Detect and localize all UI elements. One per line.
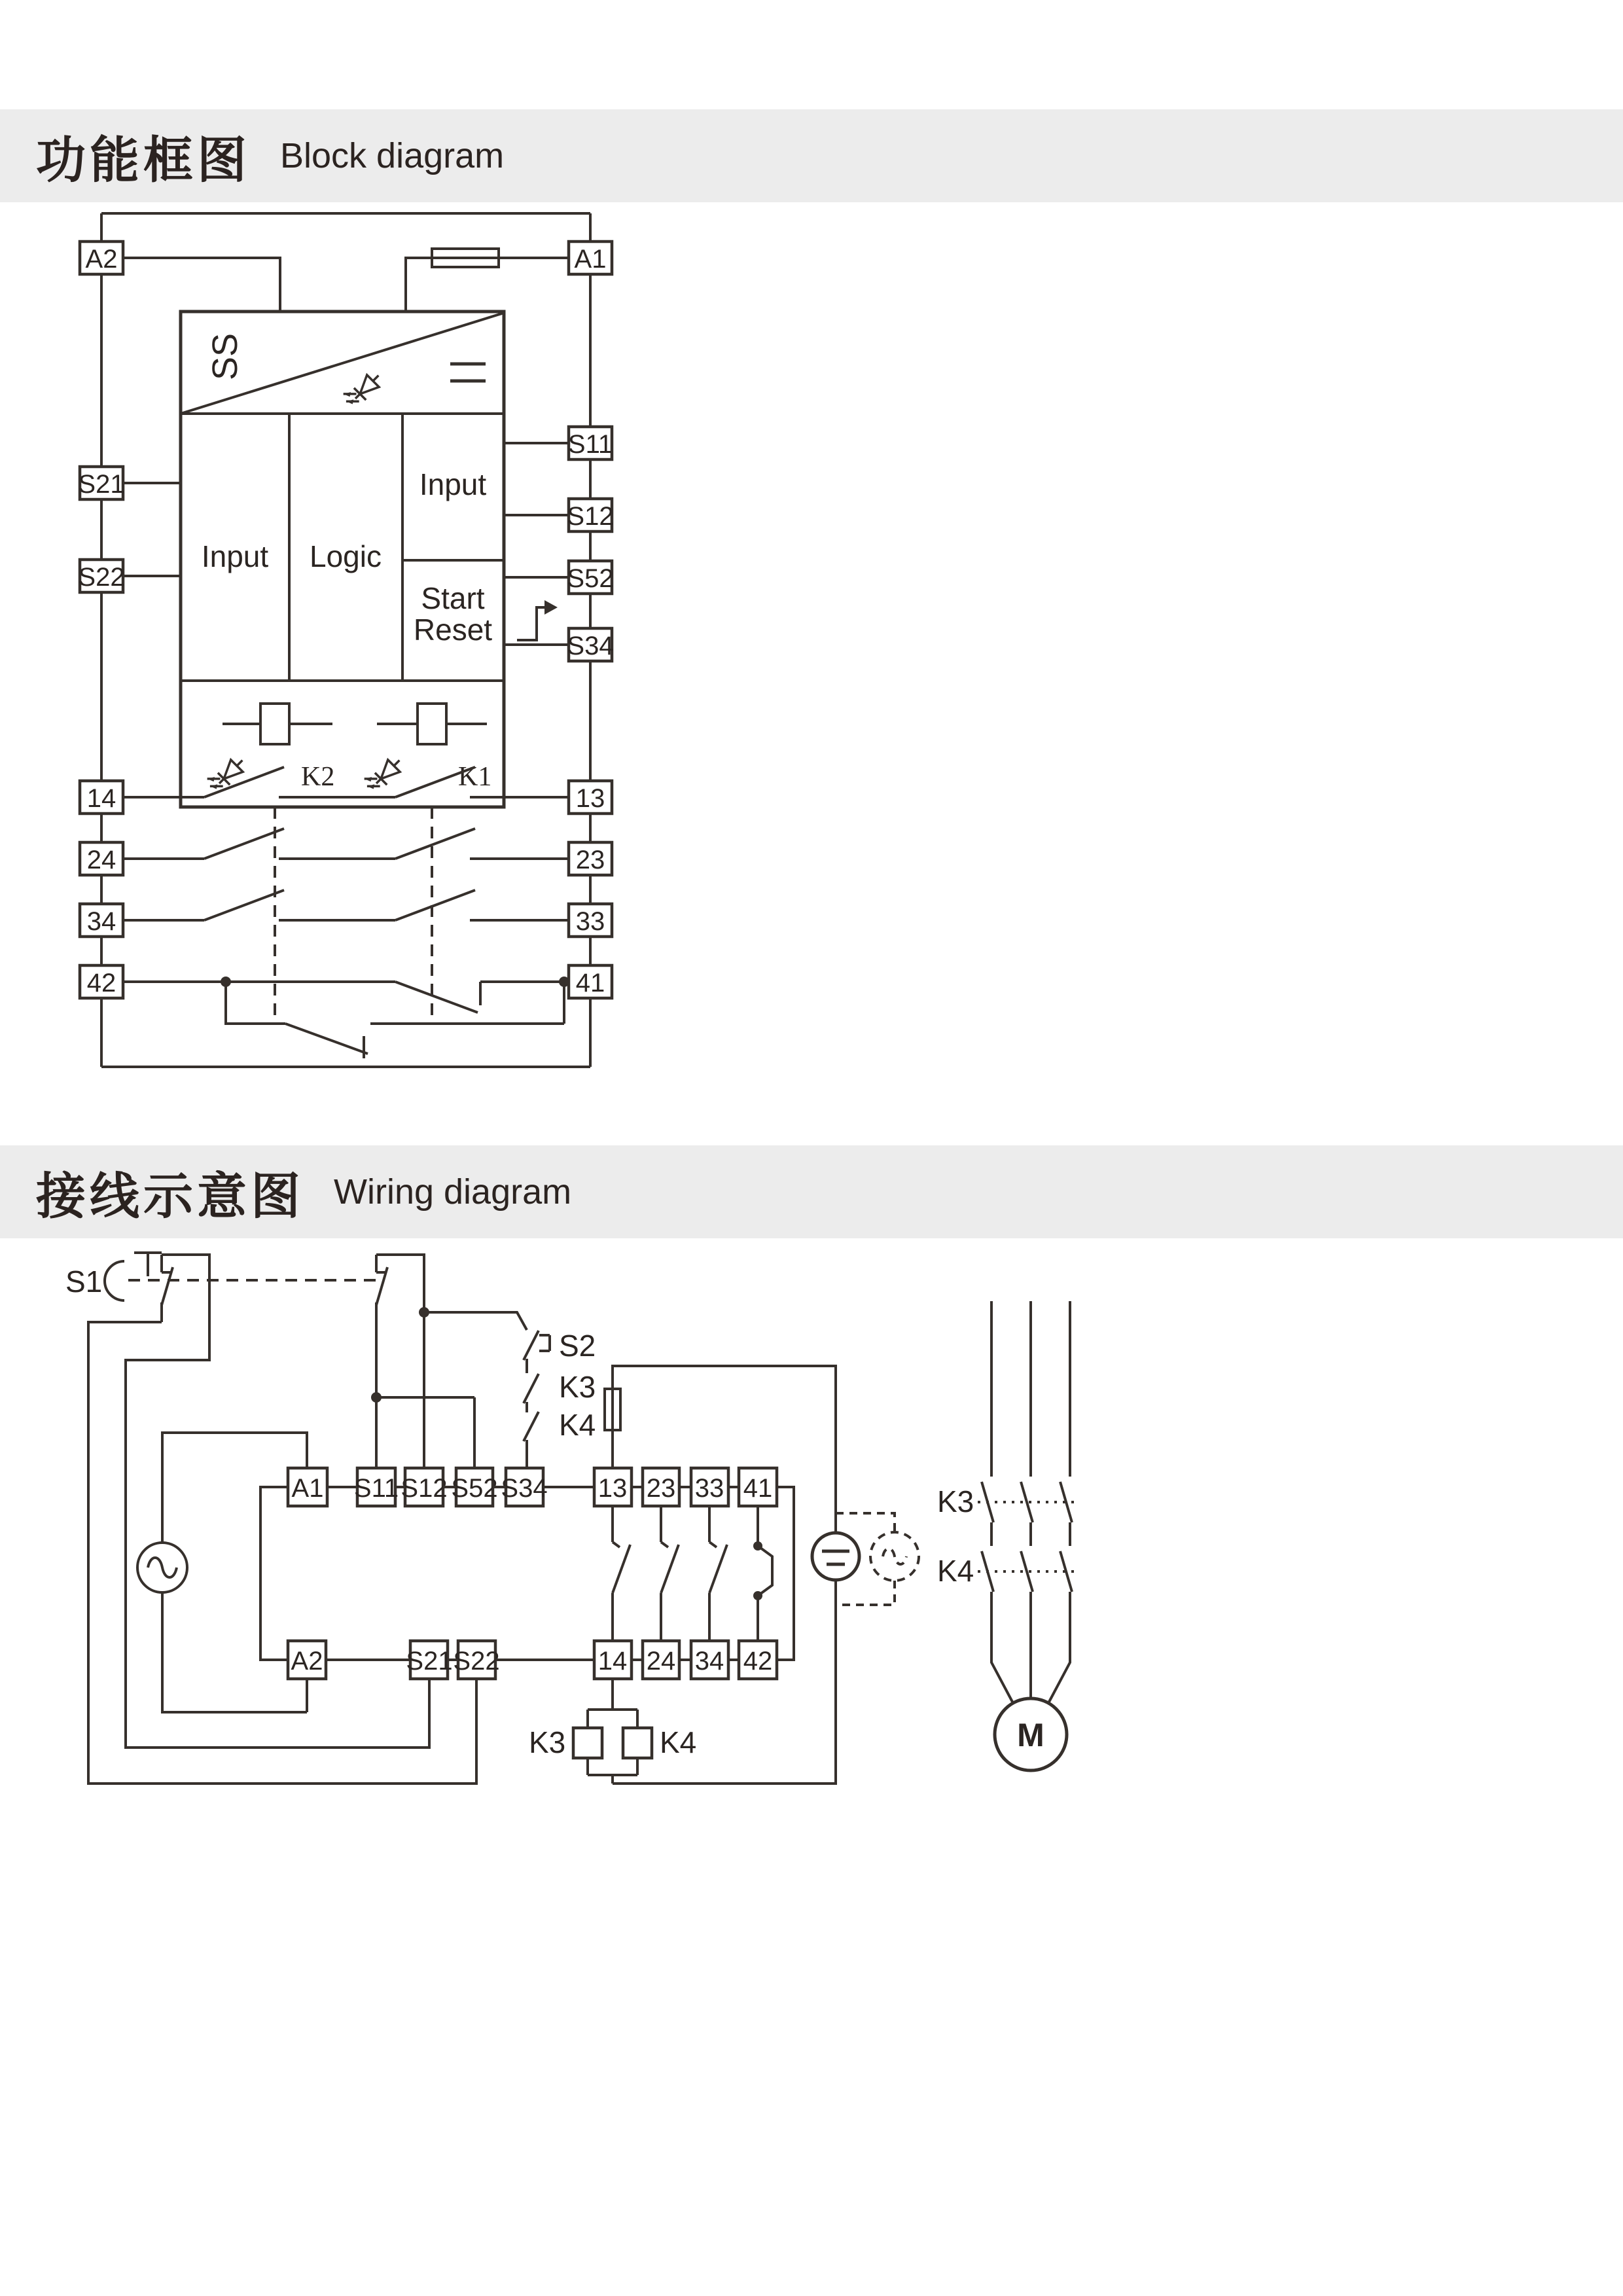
rising-edge-icon bbox=[517, 600, 558, 640]
k3-contactor-poles bbox=[937, 1482, 1077, 1522]
svg-text:S22: S22 bbox=[78, 563, 125, 592]
svg-text:13: 13 bbox=[597, 1474, 628, 1503]
ss-module-label: SS bbox=[205, 332, 245, 381]
k3-coil-icon bbox=[573, 1728, 602, 1758]
svg-text:34: 34 bbox=[694, 1647, 724, 1676]
wd-terminal-14 bbox=[594, 1641, 632, 1679]
svg-text:34: 34 bbox=[86, 907, 116, 936]
svg-text:S12: S12 bbox=[567, 502, 614, 531]
input-left-label: Input bbox=[201, 539, 269, 573]
bd-terminal-23 bbox=[569, 842, 612, 875]
bd-terminal-34 bbox=[80, 904, 123, 937]
svg-text:33: 33 bbox=[575, 907, 605, 936]
bd-terminal-14 bbox=[80, 781, 123, 814]
wd-terminal-42 bbox=[739, 1641, 777, 1679]
mushroom-actuator-icon bbox=[105, 1261, 124, 1300]
dc-source-icon bbox=[812, 1533, 859, 1580]
k4-contactor-label: K4 bbox=[937, 1554, 974, 1588]
relay-k2 bbox=[205, 704, 334, 795]
wd-terminal-S52 bbox=[451, 1468, 497, 1506]
bd-terminal-S34 bbox=[567, 628, 613, 661]
svg-text:S12: S12 bbox=[401, 1474, 448, 1503]
start-chain bbox=[424, 1312, 596, 1468]
bd-terminal-S21 bbox=[78, 467, 124, 499]
output-contact-23-24 bbox=[661, 1506, 679, 1641]
svg-text:42: 42 bbox=[743, 1647, 773, 1676]
s1-pole-left bbox=[162, 1255, 173, 1322]
wd-terminal-33 bbox=[691, 1468, 728, 1506]
contactor-section bbox=[937, 1301, 1077, 1770]
wiring-diagram-title-en: Wiring diagram bbox=[334, 1172, 572, 1211]
k4-chain-label: K4 bbox=[559, 1408, 596, 1442]
k3-chain-label: K3 bbox=[559, 1370, 596, 1404]
bd-terminal-13 bbox=[569, 781, 612, 814]
start-label: Start bbox=[421, 581, 485, 615]
motor-label: M bbox=[1017, 1717, 1044, 1753]
svg-text:S21: S21 bbox=[406, 1647, 453, 1676]
svg-text:S34: S34 bbox=[501, 1474, 548, 1503]
contact-row-34-33 bbox=[123, 890, 569, 920]
contact-row-42-41 bbox=[123, 977, 569, 1058]
reset-label: Reset bbox=[413, 613, 493, 647]
bd-terminal-A1 bbox=[569, 242, 612, 274]
wd-terminal-41 bbox=[739, 1468, 777, 1506]
bd-terminal-S12 bbox=[567, 499, 613, 531]
bd-terminal-33 bbox=[569, 904, 612, 937]
fuse-wire bbox=[613, 1366, 836, 1533]
wd-terminal-S11 bbox=[354, 1468, 399, 1506]
outer-frame-top bbox=[101, 213, 590, 242]
bd-terminal-42 bbox=[80, 965, 123, 998]
svg-text:S21: S21 bbox=[78, 470, 125, 499]
s2-label: S2 bbox=[559, 1329, 596, 1363]
suppressor-icon bbox=[753, 1506, 772, 1641]
svg-text:24: 24 bbox=[646, 1647, 676, 1676]
bd-terminal-S11 bbox=[568, 427, 613, 459]
input-right-label: Input bbox=[419, 467, 487, 501]
svg-text:S11: S11 bbox=[353, 1474, 399, 1503]
bd-terminal-A2 bbox=[80, 242, 123, 274]
k3-k4-coils bbox=[529, 1679, 696, 1784]
output-contact-33-34 bbox=[709, 1506, 727, 1641]
svg-text:A1: A1 bbox=[574, 245, 607, 274]
k4-coil-icon bbox=[623, 1728, 652, 1758]
bd-terminal-S52 bbox=[567, 561, 613, 594]
phase-lines-top bbox=[991, 1301, 1070, 1477]
ac-source-alt bbox=[836, 1513, 919, 1605]
k2-coil-icon bbox=[260, 704, 289, 744]
k4-contactor-poles bbox=[937, 1551, 1077, 1592]
s1-emergency-stop bbox=[65, 1253, 387, 1397]
wd-terminal-13 bbox=[594, 1468, 632, 1506]
svg-text:A2: A2 bbox=[85, 245, 118, 274]
wd-terminal-S34 bbox=[501, 1468, 547, 1506]
wiring-diagram bbox=[65, 1253, 1077, 1784]
motor bbox=[995, 1698, 1067, 1770]
k4-coil-label: K4 bbox=[660, 1725, 697, 1759]
block-diagram-title-zh: 功能框图 bbox=[36, 132, 251, 188]
output-contact-13-14 bbox=[613, 1506, 630, 1641]
wd-terminal-S21 bbox=[406, 1641, 452, 1679]
svg-text:14: 14 bbox=[86, 784, 116, 813]
supply-bottom-wire bbox=[162, 1592, 307, 1712]
logic-label: Logic bbox=[310, 539, 382, 573]
svg-text:S52: S52 bbox=[567, 564, 614, 593]
wiring-diagram-title-zh: 接线示意图 bbox=[36, 1168, 304, 1225]
svg-text:41: 41 bbox=[743, 1474, 773, 1503]
wd-terminal-S12 bbox=[401, 1468, 447, 1506]
wd-terminal-A2 bbox=[288, 1641, 326, 1679]
k1-coil-icon bbox=[418, 704, 446, 744]
contact-row-24-23 bbox=[123, 829, 569, 859]
svg-text:A1: A1 bbox=[291, 1474, 324, 1503]
svg-text:23: 23 bbox=[575, 846, 605, 874]
k2-label: K2 bbox=[301, 762, 335, 792]
svg-text:14: 14 bbox=[597, 1647, 628, 1676]
s1-pole-right bbox=[376, 1255, 387, 1397]
k1-label: K1 bbox=[458, 762, 492, 792]
svg-text:13: 13 bbox=[575, 784, 605, 813]
k4-contact bbox=[524, 1412, 539, 1468]
block-diagram-title-en: Block diagram bbox=[280, 136, 505, 175]
k3-contact bbox=[524, 1374, 539, 1412]
plunger-icon bbox=[134, 1253, 162, 1276]
wd-terminal-23 bbox=[643, 1468, 679, 1506]
dc-source bbox=[812, 1533, 859, 1580]
svg-text:24: 24 bbox=[86, 846, 116, 874]
bd-terminal-24 bbox=[80, 842, 123, 875]
41-42-bracket bbox=[777, 1487, 794, 1660]
wd-terminal-34 bbox=[691, 1641, 728, 1679]
block-diagram bbox=[78, 213, 613, 1067]
motor-feed-lines bbox=[991, 1592, 1070, 1704]
dc-symbol-icon bbox=[450, 364, 486, 381]
svg-text:S34: S34 bbox=[567, 632, 614, 660]
phase-lines-mid bbox=[991, 1522, 1070, 1546]
svg-text:S11: S11 bbox=[567, 430, 613, 459]
wd-terminal-S22 bbox=[453, 1641, 499, 1679]
svg-text:33: 33 bbox=[694, 1474, 724, 1503]
s1-bottom-route bbox=[88, 1322, 476, 1784]
contact-row-14-13 bbox=[123, 767, 569, 797]
wd-terminal-24 bbox=[643, 1641, 679, 1679]
bd-terminal-S22 bbox=[78, 560, 124, 592]
k3-contactor-label: K3 bbox=[937, 1484, 974, 1518]
svg-text:S52: S52 bbox=[451, 1474, 498, 1503]
bd-terminal-41 bbox=[569, 965, 612, 998]
s2-contact bbox=[524, 1331, 539, 1373]
svg-text:23: 23 bbox=[646, 1474, 676, 1503]
wd-terminal-A1 bbox=[288, 1468, 327, 1506]
relay-k1 bbox=[362, 704, 491, 795]
a1-a2-left-wire bbox=[260, 1487, 288, 1660]
svg-text:42: 42 bbox=[86, 969, 116, 997]
s1-label: S1 bbox=[65, 1265, 103, 1299]
svg-text:A2: A2 bbox=[291, 1647, 323, 1676]
svg-text:41: 41 bbox=[575, 969, 605, 997]
supply-source bbox=[137, 1433, 307, 1712]
a2-feed-wire bbox=[123, 258, 280, 312]
s2-actuator-icon bbox=[539, 1335, 550, 1351]
k3-coil-label: K3 bbox=[529, 1725, 566, 1759]
svg-text:S22: S22 bbox=[453, 1647, 500, 1676]
